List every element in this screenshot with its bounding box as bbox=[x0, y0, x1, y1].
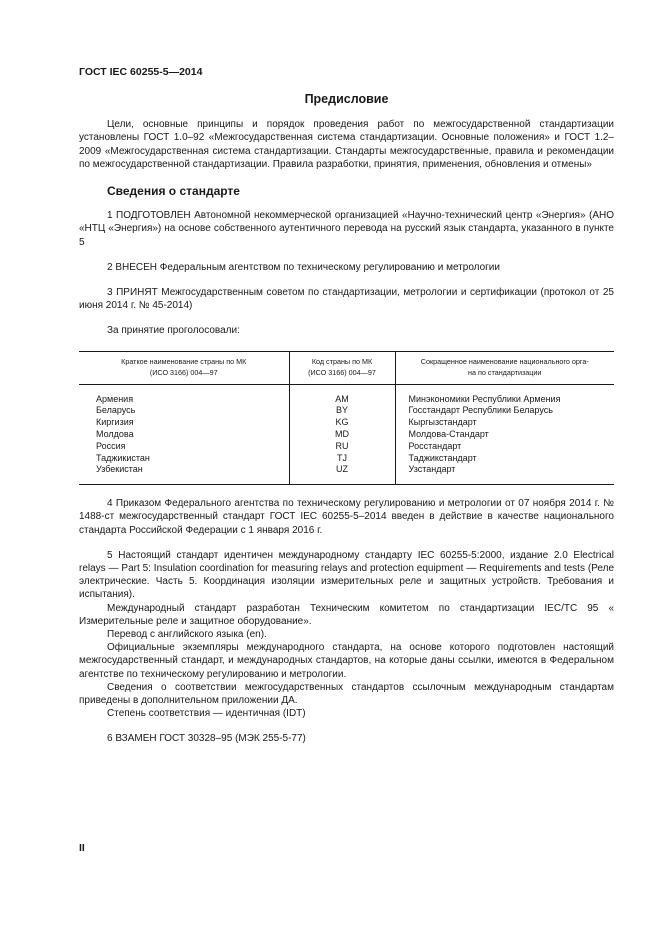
country-code: UZ bbox=[336, 464, 348, 475]
country-name: Армения bbox=[96, 393, 134, 404]
page-number: II bbox=[79, 842, 85, 854]
item-6: 6 ВЗАМЕН ГОСТ 30328–95 (МЭК 255-5-77) bbox=[107, 733, 306, 745]
country-name: Киргизия bbox=[96, 417, 134, 428]
document-body bbox=[79, 89, 614, 746]
item-5-references: Сведения о соответствии межгосударственных стандартов ссылочным международным стандартам приведены в дополнительном приложении ДА. bbox=[79, 681, 614, 707]
item-2: 2 ВНЕСЕН Федеральным агентством по техническому регулированию и метрологии bbox=[107, 261, 500, 273]
item-5: 5 Настоящий стандарт идентичен международному стандарту IEC 60255-5:2000, издание 2.0 Electrical relays — Part 5: Insulation coordination for measuring relays and protection equipment — Requirements and tests (Реле электрические. Часть 5. Координация изоляции измерительных реле и защитных устройств. Требования и испытания). bbox=[79, 549, 614, 601]
country-code: RU bbox=[335, 440, 349, 451]
subsection-title: Сведения о стандарте bbox=[107, 184, 240, 199]
country-name: Узбекистан bbox=[96, 464, 143, 475]
country-name: Россия bbox=[96, 440, 126, 451]
voting-table-wrap bbox=[79, 351, 614, 486]
country-code: AM bbox=[335, 393, 349, 404]
item-5-committee: Международный стандарт разработан Техническим комитетом по стандартизации IEC/TC 95 « Измерительные реле и защитное оборудование». bbox=[79, 602, 614, 627]
standards-body: Госстандарт Республики Беларусь bbox=[408, 405, 553, 416]
standards-body: Кыргызстандарт bbox=[408, 417, 477, 428]
header-country-code: Код страны по МК (ИСО 3166) 004—97 bbox=[289, 351, 395, 384]
item-1: 1 ПОДГОТОВЛЕН Автономной некоммерческой организацией «Научно-технический центр «Энергия» (АНО «НТЦ «Энергия») на основе собственного аутентичного перевода на русский язык стандарта, указанного в пункте 5 bbox=[79, 210, 614, 248]
voting-table bbox=[79, 351, 614, 486]
standards-body: Таджикстандарт bbox=[408, 452, 477, 463]
item-4: 4 Приказом Федерального агентства по техническому регулированию и метрологии от 07 ноября 2014 г. № 1488-ст межгосударственный стандарт ГОСТ IEC 60255-5–2014 введен в действие в качестве национального стандарта Российской Федерации с 1 января 2016 г. bbox=[79, 498, 614, 536]
standards-body: Узстандарт bbox=[408, 464, 456, 475]
country-name: Молдова bbox=[96, 429, 134, 440]
standards-bodies-cell bbox=[395, 384, 614, 485]
header-standards-body: Сокращенное наименование национального орга- на по стандартизации bbox=[395, 351, 614, 384]
intro-paragraph: Цели, основные принципы и порядок проведения работ по межгосударственной стандартизации установлены ГОСТ 1.0–92 «Межгосударственная система стандартизации. Основные положения» и ГОСТ 1.2–2009 «Межгосударственная система стандартизации. Стандарты межгосударственные, правила и рекомендации по межгосударственной стандартизации. Правила разработки, принятия, применения, обновления и отмены» bbox=[79, 119, 614, 170]
table-header-row bbox=[79, 351, 614, 384]
header-country-name: Краткое наименование страны по МК (ИСО 3166) 004—97 bbox=[79, 351, 289, 384]
country-code: TJ bbox=[337, 452, 347, 463]
document-header: ГОСТ IEC 60255-5—2014 bbox=[79, 66, 203, 78]
section-title: Предисловие bbox=[304, 92, 389, 106]
country-name: Таджикистан bbox=[96, 452, 150, 463]
country-name: Беларусь bbox=[96, 405, 136, 416]
country-code: BY bbox=[335, 405, 348, 416]
country-code: KG bbox=[335, 417, 349, 428]
item-5-copies: Официальные экземпляры международного стандарта, на основе которого подготовлен настоящий межгосударственный стандарт, и международных стандартов, на которые даны ссылки, имеются в Федеральном агентстве по техническому регулированию и метрологии. bbox=[79, 642, 614, 680]
table-row bbox=[79, 384, 614, 485]
country-codes-cell bbox=[289, 384, 395, 485]
standards-body: Молдова-Стандарт bbox=[408, 429, 489, 440]
country-code: MD bbox=[335, 429, 349, 440]
country-names-cell bbox=[79, 384, 289, 485]
item-3: 3 ПРИНЯТ Межгосударственным советом по стандартизации, метрологии и сертификации (протокол от 25 июня 2014 г. № 45-2014) bbox=[79, 287, 614, 312]
item-5-degree: Степень соответствия — идентичная (IDT) bbox=[107, 708, 306, 720]
voted-caption: За принятие проголосовали: bbox=[107, 325, 240, 337]
standards-body: Минэкономики Республики Армения bbox=[408, 393, 561, 404]
standards-body: Росстандарт bbox=[408, 440, 462, 451]
item-5-translation: Перевод с английского языка (en). bbox=[107, 629, 267, 641]
